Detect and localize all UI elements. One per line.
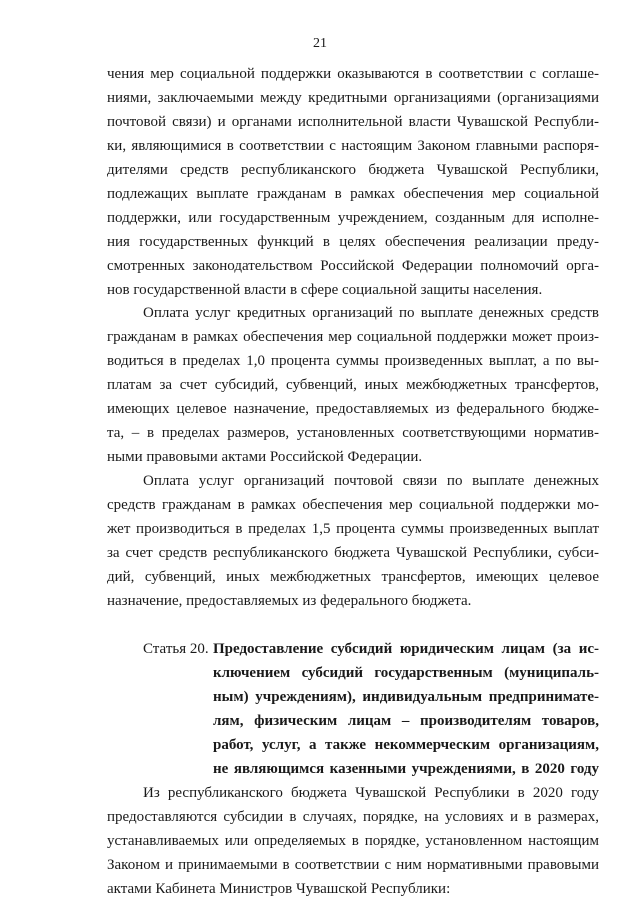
text-line: Оплата услуг организаций почтовой связи по выплате денежных [143,473,599,489]
text-line: Из республиканского бюджета Чувашской Республики в 2020 году [143,785,599,801]
article-title-line: ключением субсидий государственным (муниципаль- [213,665,599,681]
text-line: имеющих целевое назначение, предоставляемых из федерального бюдже- [107,401,599,417]
text-line: устанавливаемых или определяемых в порядке, установленном настоящим [107,833,599,849]
text-line: Законом и принимаемыми в соответствии с ним нормативными правовыми [107,857,599,873]
article-title-line: работ, услуг, а также некоммерческим организациям, [213,737,599,753]
text-line: водиться в пределах 1,0 процента суммы произведенных выплат, а по вы- [107,353,599,369]
article-label: Статья 20. [143,641,209,657]
text-line: ния государственных функций в целях обеспечения реализации преду- [107,234,599,250]
text-line: ки, являющимися в соответствии с настоящим Законом главными распоря- [107,138,599,154]
text-line: чения мер социальной поддержки оказываются в соответствии с соглаше- [107,66,599,82]
article-title-line: не являющимся казенными учреждениями, в 2020 году [213,761,599,777]
text-line: актами Кабинета Министров Чувашской Республики: [107,881,451,897]
text-line: та, – в пределах размеров, установленных соответствующими норматив- [107,425,599,441]
article-title-line: лям, физическим лицам – производителям товаров, [213,713,599,729]
article-title-line: Предоставление субсидий юридическим лицам (за ис- [213,641,599,657]
text-line: подлежащих выплате гражданам в рамках обеспечения мер социальной [107,186,599,202]
text-line: гражданам в рамках обеспечения мер социальной поддержки может произ- [107,329,599,345]
article-title-line: ным) учреждениям), индивидуальным предпринимате- [213,689,599,705]
page-number: 21 [313,36,327,51]
text-line: платам за счет субсидий, субвенций, иных межбюджетных трансфертов, [107,377,599,393]
text-line: поддержки, или государственным учреждением, созданным для исполне- [107,210,599,226]
text-line: почтовой связи) и органами исполнительной власти Чувашской Республи- [107,114,599,130]
text-line: назначение, предоставляемых из федерального бюджета. [107,593,472,609]
text-line: дителями средств республиканского бюджета Чувашской Республики, [107,162,599,178]
text-line: за счет средств республиканского бюджета Чувашской Республики, субси- [107,545,599,561]
text-line: нов государственной власти в сфере социальной защиты населения. [107,282,543,298]
text-line: Оплата услуг кредитных организаций по выплате денежных средств [143,305,599,321]
text-line: средств гражданам в рамках обеспечения мер социальной поддержки мо- [107,497,599,513]
text-line: жет производиться в пределах 1,5 процента суммы произведенных выплат [107,521,599,537]
text-line: предоставляются субсидии в случаях, порядке, на условиях и в размерах, [107,809,599,825]
text-line: смотренных законодательством Российской Федерации полномочий орга- [107,258,599,274]
text-line: ными правовыми актами Российской Федерации. [107,449,423,465]
text-line: дий, субвенций, иных межбюджетных трансфертов, имеющих целевое [107,569,599,585]
text-line: ниями, заключаемыми между кредитными организациями (организациями [107,90,599,106]
